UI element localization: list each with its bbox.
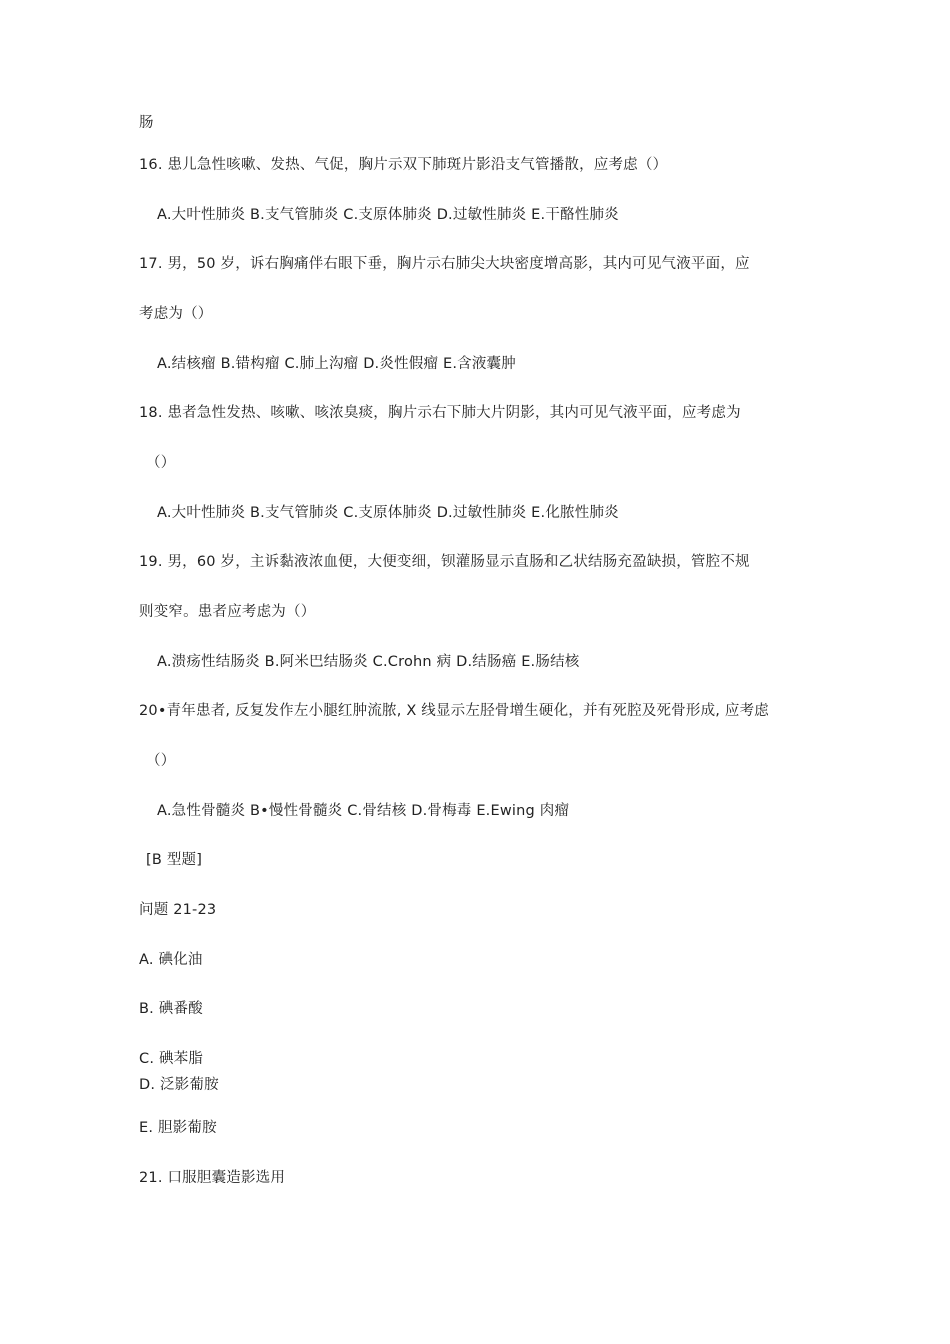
question-group-title: 问题 21-23 — [139, 902, 217, 918]
choice-e: E. 胆影葡胺 — [139, 1120, 217, 1136]
question-20: 20•青年患者, 反复发作左小腿红肿流脓, X 线显示左胫骨增生硬化，并有死腔及死骨形成, 应考虑 — [139, 703, 769, 719]
question-18: 18. 患者急性发热、咳嗽、咳浓臭痰，胸片示右下肺大片阴影，其内可见气液平面，应考虑为 — [139, 405, 741, 421]
choice-a: A. 碘化油 — [139, 952, 203, 968]
choice-c: C. 碘苯脂 — [139, 1051, 204, 1067]
question-17-continued: 考虑为（） — [139, 306, 213, 322]
question-17: 17. 男，50 岁，诉右胸痛伴右眼下垂，胸片示右肺尖大块密度增高影，其内可见气液平面，应 — [139, 256, 750, 272]
section-heading: [B 型题] — [146, 852, 203, 868]
text-line: 肠 — [139, 115, 154, 131]
question-19: 19. 男，60 岁，主诉黏液浓血便，大便变细，钡灌肠显示直肠和乙状结肠充盈缺损，管腔不规 — [139, 554, 750, 570]
options-18: A.大叶性肺炎 B.支气管肺炎 C.支原体肺炎 D.过敏性肺炎 E.化脓性肺炎 — [157, 505, 619, 521]
options-16: A.大叶性肺炎 B.支气管肺炎 C.支原体肺炎 D.过敏性肺炎 E.干酪性肺炎 — [157, 207, 619, 223]
question-18-continued: （） — [146, 455, 176, 471]
options-19: A.溃疡性结肠炎 B.阿米巴结肠炎 C.Crohn 病 D.结肠癌 E.肠结核 — [157, 654, 580, 670]
question-19-continued: 则变窄。患者应考虑为（） — [139, 604, 316, 620]
question-21: 21. 口服胆囊造影选用 — [139, 1170, 286, 1186]
choice-d: D. 泛影葡胺 — [139, 1077, 219, 1093]
question-16: 16. 患儿急性咳嗽、发热、气促，胸片示双下肺斑片影沿支气管播散，应考虑（） — [139, 157, 668, 173]
choice-b: B. 碘番酸 — [139, 1001, 203, 1017]
options-20: A.急性骨髓炎 B•慢性骨髓炎 C.骨结核 D.骨梅毒 E.Ewing 肉瘤 — [157, 803, 570, 819]
question-20-continued: （） — [146, 753, 176, 769]
options-17: A.结核瘤 B.错构瘤 C.肺上沟瘤 D.炎性假瘤 E.含液囊肿 — [157, 356, 516, 372]
